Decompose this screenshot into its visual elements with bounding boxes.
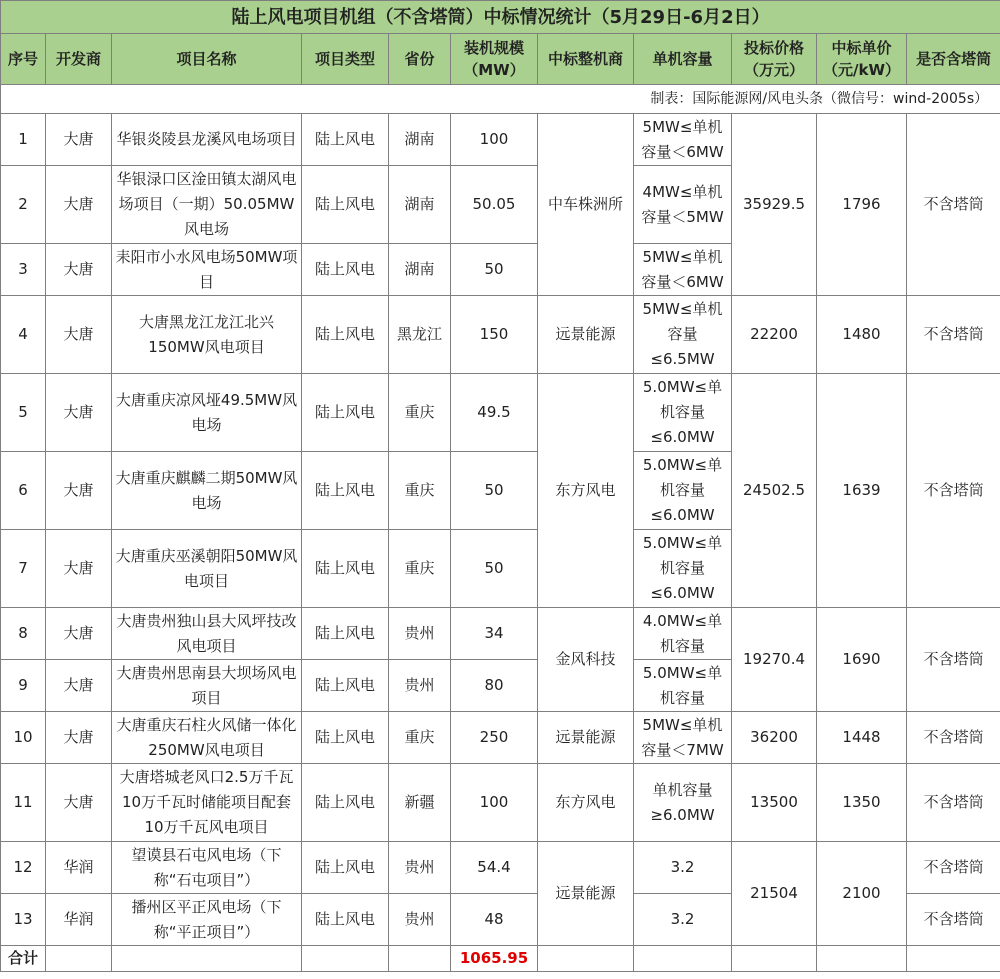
table-credit: 制表：国际能源网/风电头条（微信号：wind-2005s） bbox=[1, 85, 1000, 114]
cell-type: 陆上风电 bbox=[302, 114, 389, 166]
cell-project: 望谟县石屯风电场（下称“石屯项目”） bbox=[112, 842, 302, 894]
cell-type: 陆上风电 bbox=[302, 660, 389, 712]
cell-capacity: 49.5 bbox=[451, 374, 538, 452]
cell-capacity: 54.4 bbox=[451, 842, 538, 894]
cell-project: 华银渌口区淦田镇太湖风电场项目（一期）50.05MW风电场 bbox=[112, 166, 302, 244]
cell-unit: 5MW≤单机容量＜6MW bbox=[634, 114, 732, 166]
cell-unit: 3.2 bbox=[634, 842, 732, 894]
cell-developer: 大唐 bbox=[46, 608, 112, 660]
cell-unit: 4.0MW≤单机容量 bbox=[634, 608, 732, 660]
cell-unit: 5MW≤单机容量＜7MW bbox=[634, 712, 732, 764]
cell-capacity: 80 bbox=[451, 660, 538, 712]
cell-seq: 7 bbox=[1, 530, 46, 608]
cell-province: 黑龙江 bbox=[389, 296, 451, 374]
cell-province: 贵州 bbox=[389, 894, 451, 946]
cell-type: 陆上风电 bbox=[302, 764, 389, 842]
cell-developer: 大唐 bbox=[46, 296, 112, 374]
cell-province: 贵州 bbox=[389, 842, 451, 894]
cell-winner: 远景能源 bbox=[538, 296, 634, 374]
cell-capacity: 150 bbox=[451, 296, 538, 374]
cell-bid-price: 19270.4 bbox=[732, 608, 817, 712]
cell-unit-price: 1448 bbox=[817, 712, 907, 764]
cell-bid-price: 21504 bbox=[732, 842, 817, 946]
total-label: 合计 bbox=[1, 946, 46, 972]
cell-unit: 单机容量≥6.0MW bbox=[634, 764, 732, 842]
cell-unit-price: 2100 bbox=[817, 842, 907, 946]
cell-province: 重庆 bbox=[389, 712, 451, 764]
cell-bid-price: 36200 bbox=[732, 712, 817, 764]
cell-project: 播州区平正风电场（下称“平正项目”） bbox=[112, 894, 302, 946]
cell-seq: 12 bbox=[1, 842, 46, 894]
cell-seq: 5 bbox=[1, 374, 46, 452]
total-empty-cell bbox=[732, 946, 817, 972]
cell-tower: 不含塔筒 bbox=[907, 114, 1000, 296]
total-empty-cell bbox=[634, 946, 732, 972]
cell-winner: 东方风电 bbox=[538, 374, 634, 608]
header-type: 项目类型 bbox=[302, 34, 389, 85]
cell-developer: 华润 bbox=[46, 894, 112, 946]
cell-project: 大唐重庆石柱火风储一体化250MW风电项目 bbox=[112, 712, 302, 764]
header-capacity: 装机规模（MW） bbox=[451, 34, 538, 85]
header-row bbox=[1, 34, 1000, 85]
cell-seq: 11 bbox=[1, 764, 46, 842]
cell-unit: 4MW≤单机容量＜5MW bbox=[634, 166, 732, 244]
cell-tower: 不含塔筒 bbox=[907, 712, 1000, 764]
cell-project: 大唐重庆麒麟二期50MW风电场 bbox=[112, 452, 302, 530]
cell-type: 陆上风电 bbox=[302, 166, 389, 244]
cell-developer: 大唐 bbox=[46, 114, 112, 166]
cell-developer: 大唐 bbox=[46, 166, 112, 244]
cell-unit: 5.0MW≤单机容量≤6.0MW bbox=[634, 530, 732, 608]
cell-seq: 1 bbox=[1, 114, 46, 166]
cell-project: 大唐黑龙江龙江北兴150MW风电项目 bbox=[112, 296, 302, 374]
cell-bid-price: 35929.5 bbox=[732, 114, 817, 296]
cell-bid-price: 22200 bbox=[732, 296, 817, 374]
cell-winner: 远景能源 bbox=[538, 842, 634, 946]
cell-capacity: 34 bbox=[451, 608, 538, 660]
cell-tower: 不含塔筒 bbox=[907, 608, 1000, 712]
cell-developer: 大唐 bbox=[46, 374, 112, 452]
cell-developer: 大唐 bbox=[46, 712, 112, 764]
table-row bbox=[1, 712, 1000, 764]
cell-project: 大唐贵州独山县大风坪技改风电项目 bbox=[112, 608, 302, 660]
cell-tower: 不含塔筒 bbox=[907, 374, 1000, 608]
cell-developer: 大唐 bbox=[46, 764, 112, 842]
cell-type: 陆上风电 bbox=[302, 244, 389, 296]
cell-province: 新疆 bbox=[389, 764, 451, 842]
cell-tower: 不含塔筒 bbox=[907, 842, 1000, 894]
total-empty-cell bbox=[389, 946, 451, 972]
header-bid-price: 投标价格（万元） bbox=[732, 34, 817, 85]
cell-developer: 大唐 bbox=[46, 660, 112, 712]
total-row bbox=[1, 946, 1000, 972]
header-province: 省份 bbox=[389, 34, 451, 85]
table-row bbox=[1, 114, 1000, 166]
cell-province: 重庆 bbox=[389, 452, 451, 530]
cell-unit: 5.0MW≤单机容量 bbox=[634, 660, 732, 712]
cell-capacity: 50.05 bbox=[451, 166, 538, 244]
cell-developer: 大唐 bbox=[46, 452, 112, 530]
cell-seq: 13 bbox=[1, 894, 46, 946]
cell-seq: 10 bbox=[1, 712, 46, 764]
cell-capacity: 50 bbox=[451, 452, 538, 530]
cell-seq: 3 bbox=[1, 244, 46, 296]
header-winner: 中标整机商 bbox=[538, 34, 634, 85]
cell-winner: 东方风电 bbox=[538, 764, 634, 842]
cell-bid-price: 13500 bbox=[732, 764, 817, 842]
cell-unit: 5.0MW≤单机容量≤6.0MW bbox=[634, 452, 732, 530]
cell-tower: 不含塔筒 bbox=[907, 894, 1000, 946]
cell-developer: 大唐 bbox=[46, 244, 112, 296]
cell-type: 陆上风电 bbox=[302, 530, 389, 608]
cell-type: 陆上风电 bbox=[302, 894, 389, 946]
cell-project: 耒阳市小水风电场50MW项目 bbox=[112, 244, 302, 296]
cell-type: 陆上风电 bbox=[302, 296, 389, 374]
total-capacity: 1065.95 bbox=[451, 946, 538, 972]
cell-province: 贵州 bbox=[389, 660, 451, 712]
header-unit: 单机容量 bbox=[634, 34, 732, 85]
table-row bbox=[1, 374, 1000, 452]
cell-province: 重庆 bbox=[389, 530, 451, 608]
cell-type: 陆上风电 bbox=[302, 608, 389, 660]
cell-capacity: 50 bbox=[451, 244, 538, 296]
table-title: 陆上风电项目机组（不含塔筒）中标情况统计（5月29日-6月2日） bbox=[1, 1, 1000, 34]
cell-seq: 2 bbox=[1, 166, 46, 244]
cell-seq: 9 bbox=[1, 660, 46, 712]
total-empty-cell bbox=[538, 946, 634, 972]
header-project: 项目名称 bbox=[112, 34, 302, 85]
cell-province: 贵州 bbox=[389, 608, 451, 660]
cell-project: 大唐重庆巫溪朝阳50MW风电项目 bbox=[112, 530, 302, 608]
cell-seq: 4 bbox=[1, 296, 46, 374]
cell-unit-price: 1690 bbox=[817, 608, 907, 712]
total-empty-cell bbox=[302, 946, 389, 972]
total-empty-cell bbox=[817, 946, 907, 972]
cell-unit-price: 1639 bbox=[817, 374, 907, 608]
cell-bid-price: 24502.5 bbox=[732, 374, 817, 608]
cell-province: 湖南 bbox=[389, 244, 451, 296]
cell-unit-price: 1480 bbox=[817, 296, 907, 374]
total-empty-cell bbox=[46, 946, 112, 972]
table-row bbox=[1, 764, 1000, 842]
cell-capacity: 100 bbox=[451, 764, 538, 842]
cell-unit: 3.2 bbox=[634, 894, 732, 946]
cell-capacity: 48 bbox=[451, 894, 538, 946]
cell-type: 陆上风电 bbox=[302, 712, 389, 764]
cell-winner: 中车株洲所 bbox=[538, 114, 634, 296]
cell-winner: 远景能源 bbox=[538, 712, 634, 764]
cell-project: 大唐塔城老风口2.5万千瓦10万千瓦时储能项目配套10万千瓦风电项目 bbox=[112, 764, 302, 842]
table-row bbox=[1, 608, 1000, 660]
cell-project: 大唐重庆凉风垭49.5MW风电场 bbox=[112, 374, 302, 452]
header-unit-price: 中标单价（元/kW） bbox=[817, 34, 907, 85]
total-empty-cell bbox=[907, 946, 1000, 972]
cell-province: 重庆 bbox=[389, 374, 451, 452]
cell-capacity: 50 bbox=[451, 530, 538, 608]
cell-province: 湖南 bbox=[389, 166, 451, 244]
cell-capacity: 250 bbox=[451, 712, 538, 764]
cell-project: 华银炎陵县龙溪风电场项目 bbox=[112, 114, 302, 166]
cell-seq: 8 bbox=[1, 608, 46, 660]
cell-unit-price: 1796 bbox=[817, 114, 907, 296]
cell-tower: 不含塔筒 bbox=[907, 296, 1000, 374]
header-tower: 是否含塔筒 bbox=[907, 34, 1000, 85]
cell-seq: 6 bbox=[1, 452, 46, 530]
cell-unit: 5MW≤单机容量≤6.5MW bbox=[634, 296, 732, 374]
table-row bbox=[1, 842, 1000, 894]
cell-developer: 大唐 bbox=[46, 530, 112, 608]
cell-unit: 5.0MW≤单机容量≤6.0MW bbox=[634, 374, 732, 452]
cell-developer: 华润 bbox=[46, 842, 112, 894]
cell-project: 大唐贵州思南县大坝场风电项目 bbox=[112, 660, 302, 712]
cell-capacity: 100 bbox=[451, 114, 538, 166]
header-developer: 开发商 bbox=[46, 34, 112, 85]
cell-type: 陆上风电 bbox=[302, 452, 389, 530]
cell-unit-price: 1350 bbox=[817, 764, 907, 842]
cell-winner: 金风科技 bbox=[538, 608, 634, 712]
header-seq: 序号 bbox=[1, 34, 46, 85]
cell-type: 陆上风电 bbox=[302, 842, 389, 894]
table-row bbox=[1, 296, 1000, 374]
cell-unit: 5MW≤单机容量＜6MW bbox=[634, 244, 732, 296]
cell-province: 湖南 bbox=[389, 114, 451, 166]
total-empty-cell bbox=[112, 946, 302, 972]
cell-type: 陆上风电 bbox=[302, 374, 389, 452]
cell-tower: 不含塔筒 bbox=[907, 764, 1000, 842]
